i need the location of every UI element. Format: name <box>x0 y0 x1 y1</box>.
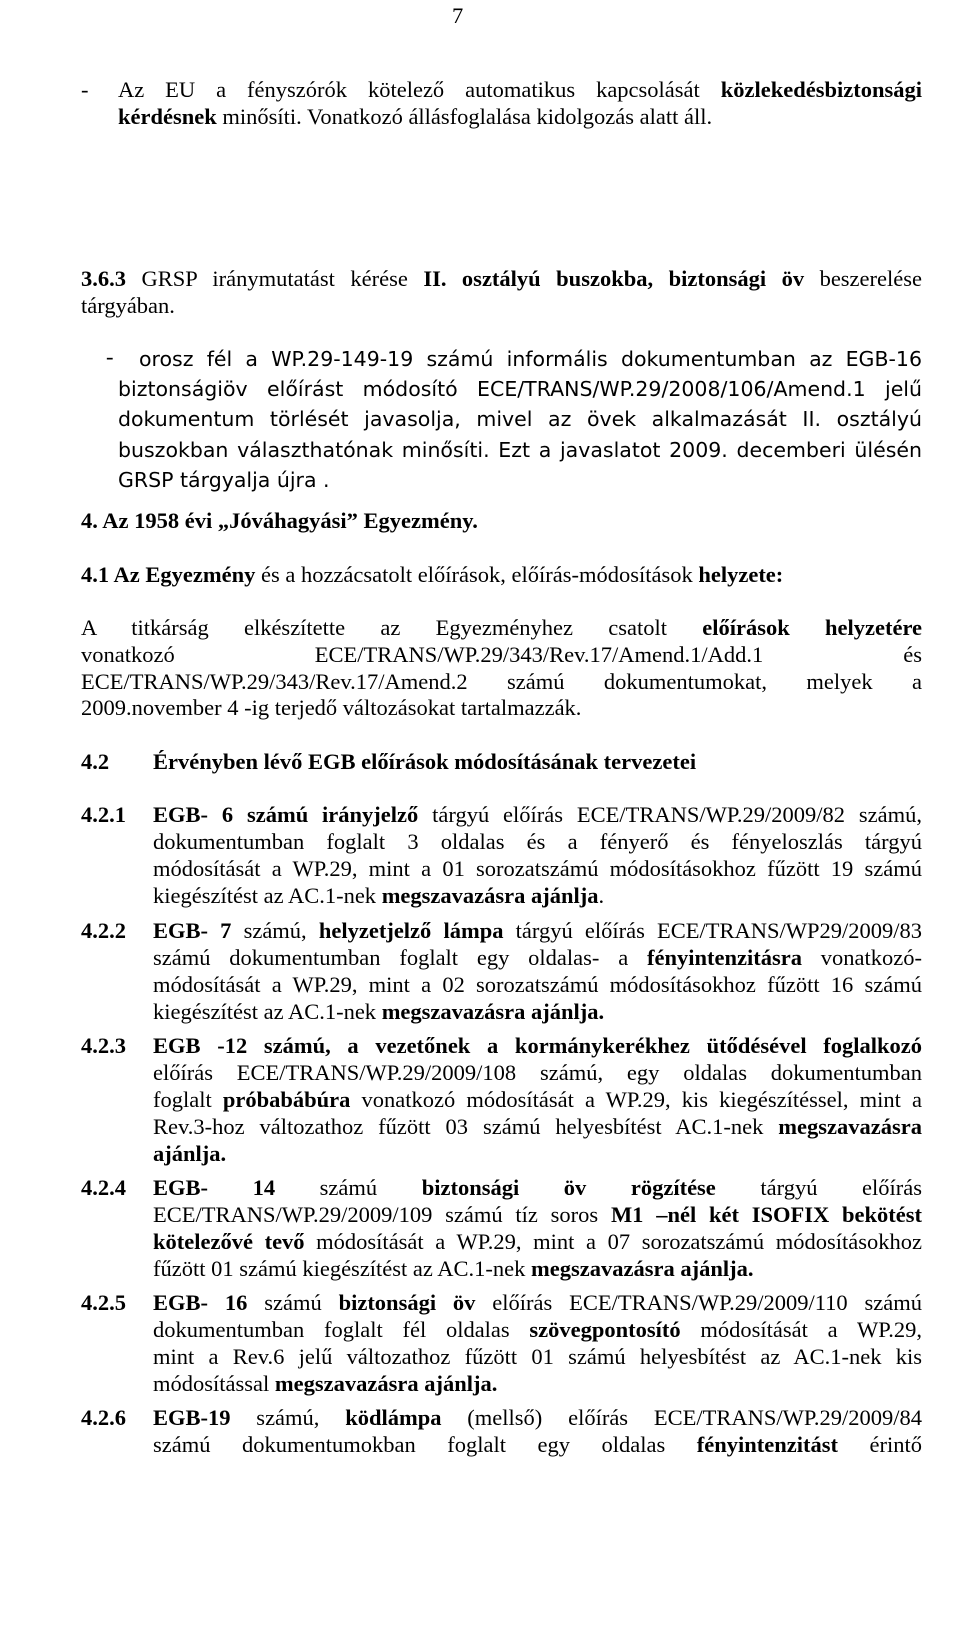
paragraph-line: EGB -12 számú, a vezetőnek a kormánykerékhez ütődésével foglalkozó <box>153 1033 922 1058</box>
paragraph-line: ajánlja. <box>153 1141 227 1166</box>
section-4-2-5-number: 4.2.5 <box>81 1290 126 1315</box>
paragraph-line: 2009.november 4 -ig terjedő változásokat tartalmazzák. <box>81 695 582 720</box>
section-4-2-2-number: 4.2.2 <box>81 918 126 943</box>
paragraph-line: Rev.3-hoz változathoz fűzött 03 számú helyesbítést AC.1-nek megszavazásra <box>153 1114 922 1139</box>
paragraph-line: kiegészítést az AC.1-nek megszavazásra ajánlja. <box>153 999 605 1024</box>
paragraph-line: EGB-19 számú, ködlámpa (mellső) előírás ECE/TRANS/WP.29/2009/84 <box>153 1405 922 1430</box>
paragraph-line: módosítását a WP.29, mint a 02 sorozatszámú módosításokhoz fűzött 16 számú <box>153 972 922 997</box>
paragraph-line: buszokban választhatónak minősíti. Ezt a javaslatot 2009. decemberi ülésén <box>118 438 922 462</box>
paragraph-line: számú dokumentumban foglalt egy oldalas- a fényintenzitásra vonatkozó- <box>153 945 923 970</box>
section-4-2-4-number: 4.2.4 <box>81 1175 126 1200</box>
paragraph-line: vonatkozó ECE/TRANS/WP.29/343/Rev.17/Amend.1/Add.1 és <box>81 642 922 667</box>
paragraph-line: orosz fél a WP.29-149-19 számú informális dokumentumban az EGB-16 <box>139 347 922 371</box>
paragraph-line: módosítását a WP.29, mint a 01 sorozatszámú módosításokhoz fűzött 19 számú <box>153 856 922 881</box>
paragraph-line: EGB- 14 számú biztonsági öv rögzítése tárgyú előírás <box>153 1175 922 1200</box>
paragraph-line: módosítással megszavazásra ajánlja. <box>153 1371 498 1396</box>
paragraph-line: foglalt próbabábúra vonatkozó módosítását a WP.29, kis kiegészítéssel, mint a <box>153 1087 922 1112</box>
section-4-2-number: 4.2 <box>81 749 110 774</box>
paragraph-line: EGB- 16 számú biztonsági öv előírás ECE/TRANS/WP.29/2009/110 számú <box>153 1290 923 1315</box>
paragraph-line: mint a Rev.6 jelű változathoz fűzött 01 számú helyesbítést az AC.1-nek kis <box>153 1344 922 1369</box>
bullet-dash: - <box>106 344 114 369</box>
paragraph-line: dokumentum törlését javasolja, mivel az övek alkalmazását II. osztályú <box>118 407 922 431</box>
bullet-dash: - <box>81 77 89 102</box>
paragraph-line: tárgyában. <box>81 293 175 318</box>
paragraph-line: ECE/TRANS/WP.29/2009/109 számú tíz soros M1 –nél két ISOFIX bekötést <box>153 1202 922 1227</box>
page-number: 7 <box>452 3 464 28</box>
paragraph-line: számú dokumentumokban foglalt egy oldalas fényintenzitást érintő <box>153 1432 922 1457</box>
section-4-2-1-number: 4.2.1 <box>81 802 126 827</box>
paragraph-line: GRSP tárgyalja újra . <box>118 468 330 492</box>
paragraph-line: fűzött 01 számú kiegészítést az AC.1-nek megszavazásra ajánlja. <box>153 1256 754 1281</box>
section-4-2-3-number: 4.2.3 <box>81 1033 126 1058</box>
section-4-heading: 4. Az 1958 évi „Jóváhagyási” Egyezmény. <box>81 508 478 533</box>
paragraph-line: dokumentumban foglalt 3 oldalas és a fényerő és fényeloszlás tárgyú <box>153 829 922 854</box>
paragraph-line: EGB- 7 számú, helyzetjelző lámpa tárgyú előírás ECE/TRANS/WP29/2009/83 <box>153 918 923 943</box>
paragraph-line: kiegészítést az AC.1-nek megszavazásra ajánlja. <box>153 883 605 908</box>
section-3-6-3-heading: 3.6.3 GRSP iránymutatást kérése II. osztályú buszokba, biztonsági öv beszerelése <box>81 266 922 291</box>
paragraph-line: biztonságiöv előírást módosító ECE/TRANS/WP.29/2008/106/Amend.1 jelű <box>118 377 922 401</box>
paragraph-line: ECE/TRANS/WP.29/343/Rev.17/Amend.2 számú dokumentumokat, melyek a <box>81 669 922 694</box>
paragraph-line: kérdésnek minősíti. Vonatkozó állásfoglalása kidolgozás alatt áll. <box>118 104 713 129</box>
paragraph-line: dokumentumban foglalt fél oldalas szövegpontosító módosítását a WP.29, <box>153 1317 922 1342</box>
paragraph-line: kötelezővé tevő módosítását a WP.29, mint a 07 sorozatszámú módosításokhoz <box>153 1229 923 1254</box>
paragraph-line: előírás ECE/TRANS/WP.29/2009/108 számú, egy oldalas dokumentumban <box>153 1060 922 1085</box>
section-4-1-heading: 4.1 Az Egyezmény és a hozzácsatolt előírások, előírás-módosítások helyzete: <box>81 562 784 587</box>
section-4-2-title: Érvényben lévő EGB előírások módosításának tervezetei <box>153 749 697 774</box>
section-4-2-6-number: 4.2.6 <box>81 1405 126 1430</box>
paragraph-line: EGB- 6 számú irányjelző tárgyú előírás ECE/TRANS/WP.29/2009/82 számú, <box>153 802 922 827</box>
paragraph-line: Az EU a fényszórók kötelező automatikus kapcsolását közlekedésbiztonsági <box>118 77 922 102</box>
paragraph-line: A titkárság elkészítette az Egyezményhez csatolt előírások helyzetére <box>81 615 923 640</box>
